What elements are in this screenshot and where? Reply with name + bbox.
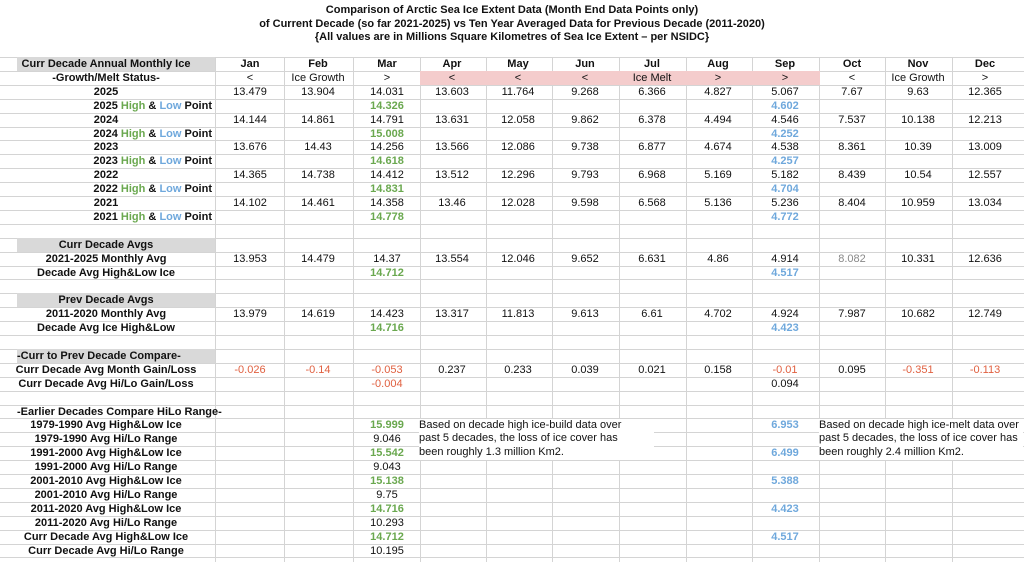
value-cell: 6.877	[638, 141, 666, 154]
prev-monthly-cell: 6.61	[641, 308, 663, 321]
high-word: High	[120, 155, 146, 168]
curr-monthly-cell: 8.082	[838, 252, 866, 265]
value-cell: 4.494	[704, 113, 732, 126]
value-cell: 11.764	[501, 85, 535, 98]
earlier-row-label: 1979-1990 Avg Hi/Lo Range	[34, 433, 178, 446]
value-cell: 12.296	[501, 169, 535, 182]
value-cell: 12.213	[968, 113, 1002, 126]
value-cell: 13.479	[233, 85, 267, 98]
high-low-point-label	[93, 127, 212, 141]
value-cell: 6.378	[638, 113, 666, 126]
note-line: Based on decade high ice-melt data over	[819, 418, 1019, 431]
gain-cell: 0.039	[571, 363, 599, 376]
low-word: Low	[159, 127, 182, 140]
earlier-row-label: Curr Decade Avg Hi/Lo Range	[28, 544, 184, 557]
month-header-feb: Feb	[308, 58, 328, 70]
high-word: High	[120, 210, 146, 223]
prev-low-cell: 4.423	[771, 322, 799, 335]
month-header-jul: Jul	[644, 58, 660, 70]
grid-row-line	[0, 557, 1024, 558]
gain-cell: 0.095	[838, 363, 866, 376]
year-prefix: 2024	[93, 127, 121, 140]
note-line: past 5 decades, the loss of ice cover has	[819, 432, 1018, 445]
year-label-2022: 2022	[93, 169, 119, 182]
prev-monthly-cell: 4.702	[704, 308, 732, 321]
value-cell: 14.102	[233, 197, 267, 209]
value-cell: 14.738	[301, 169, 335, 182]
high-point-cell: 14.326	[370, 99, 404, 112]
title-line-3: {All values are in Millions Square Kilometres of Sea Ice Extent – per NSIDC}	[314, 31, 710, 43]
amp-word: &	[145, 183, 160, 196]
earlier-mar-cell: 15.542	[370, 447, 404, 460]
prev-monthly-cell: 4.924	[771, 308, 799, 321]
earlier-row-label: 1979-1990 Avg High&Low Ice	[30, 419, 182, 432]
high-low-point-label	[93, 154, 212, 168]
high-low-point-label	[93, 182, 212, 196]
curr-avgs-header: Curr Decade Avgs	[58, 238, 154, 251]
month-header-may: May	[507, 58, 529, 70]
grid-column-line	[284, 57, 285, 562]
gain-label: Curr Decade Avg Month Gain/Loss	[15, 363, 197, 376]
earlier-sep-cell: 4.423	[771, 502, 799, 515]
grid-row-line	[0, 335, 1024, 336]
status-cell: <	[448, 71, 456, 84]
note-line: Based on decade high ice-build data over	[419, 418, 622, 431]
curr-hl-label: Decade Avg High&Low Ice	[37, 266, 175, 279]
earlier-row-label: 1991-2000 Avg Hi/Lo Range	[34, 461, 178, 474]
status-cell: <	[581, 71, 589, 84]
earlier-row-label: 2011-2020 Avg High&Low Ice	[30, 502, 182, 515]
curr-monthly-cell: 14.479	[301, 252, 335, 265]
low-word: Low	[159, 183, 182, 196]
value-cell: 13.904	[301, 85, 335, 98]
gain-cell: -0.026	[234, 363, 266, 376]
value-cell: 14.031	[370, 85, 404, 98]
value-cell: 13.009	[968, 141, 1002, 154]
value-cell: 14.256	[370, 141, 404, 154]
value-cell: 12.557	[968, 169, 1002, 182]
earlier-mar-cell: 9.75	[376, 488, 398, 501]
value-cell: 9.598	[571, 197, 599, 209]
value-cell: 12.365	[968, 85, 1002, 98]
prev-monthly-cell: 14.619	[301, 308, 335, 321]
earlier-row-label: 1991-2000 Avg High&Low Ice	[30, 447, 182, 460]
year-prefix: 2023	[93, 155, 121, 168]
earlier-mar-cell: 10.195	[370, 544, 404, 557]
grid-column-line	[353, 57, 354, 562]
year-label-2024: 2024	[93, 113, 119, 126]
low-point-cell: 4.772	[771, 210, 799, 223]
value-cell: 12.028	[501, 197, 535, 209]
value-cell: 12.086	[501, 141, 535, 154]
earlier-row-label: 2001-2010 Avg High&Low Ice	[30, 475, 182, 487]
value-cell: 13.603	[435, 85, 469, 98]
month-header-jan: Jan	[240, 58, 260, 70]
high-low-point-label	[93, 99, 212, 113]
month-header-aug: Aug	[707, 58, 729, 70]
status-cell: >	[781, 71, 789, 84]
note-line: been roughly 2.4 million Km2.	[819, 446, 964, 459]
status-cell: <	[848, 71, 856, 84]
high-point-cell: 15.008	[370, 127, 404, 140]
value-cell: 7.537	[838, 113, 866, 126]
value-cell: 9.862	[571, 113, 599, 126]
status-label: -Growth/Melt Status-	[52, 71, 160, 84]
note-left	[419, 419, 654, 460]
month-header-jun: Jun	[575, 58, 595, 70]
earlier-sep-cell: 6.953	[771, 419, 799, 432]
curr-monthly-cell: 12.046	[501, 252, 535, 265]
gain-cell: -0.351	[902, 363, 934, 376]
curr-monthly-cell: 4.86	[707, 252, 729, 265]
value-cell: 14.412	[370, 169, 404, 182]
year-prefix: 2025	[93, 99, 121, 112]
title-line-2: of Current Decade (so far 2021-2025) vs Ten Year Averaged Data for Previous Decade (2011-2020)	[259, 17, 765, 30]
value-cell: 5.182	[771, 169, 799, 182]
status-cell: >	[981, 71, 989, 84]
earlier-mar-cell: 15.138	[370, 475, 404, 487]
note-right	[819, 419, 1023, 460]
amp-word: &	[145, 127, 160, 140]
curr-monthly-cell: 13.953	[233, 252, 267, 265]
prev-monthly-cell: 14.423	[370, 308, 404, 321]
month-header-oct: Oct	[842, 58, 862, 70]
value-cell: 14.365	[233, 169, 267, 182]
curr-monthly-cell: 14.37	[373, 252, 401, 265]
prev-monthly-cell: 12.749	[968, 308, 1002, 321]
value-cell: 4.538	[771, 141, 799, 154]
gain-cell: -0.053	[371, 363, 403, 376]
curr-monthly-label: 2021-2025 Monthly Avg	[45, 252, 167, 265]
hilo-gain-label: Curr Decade Avg Hi/Lo Gain/Loss	[18, 377, 194, 390]
prev-monthly-cell: 10.682	[901, 308, 935, 321]
earlier-sep-cell: 5.388	[771, 475, 799, 487]
high-word: High	[120, 127, 146, 140]
high-point-cell: 14.618	[370, 155, 404, 168]
point-word: Point	[181, 127, 212, 140]
status-cell: Ice Melt	[632, 71, 672, 84]
amp-word: &	[145, 210, 160, 223]
low-point-cell: 4.252	[771, 127, 799, 140]
value-cell: 6.568	[638, 197, 666, 209]
prev-high-cell: 14.716	[370, 322, 404, 335]
value-cell: 10.138	[901, 113, 935, 126]
grid-row-line	[0, 224, 1024, 225]
prev-monthly-cell: 13.317	[435, 308, 469, 321]
curr-monthly-cell: 4.914	[771, 252, 799, 265]
value-cell: 9.63	[907, 85, 929, 98]
year-prefix: 2022	[93, 183, 121, 196]
gain-cell: 0.233	[504, 363, 532, 376]
grid-row-line	[0, 391, 1024, 392]
month-header-nov: Nov	[907, 58, 929, 70]
value-cell: 14.461	[301, 197, 335, 209]
point-word: Point	[181, 155, 212, 168]
year-label-2021: 2021	[93, 197, 119, 209]
month-header-mar: Mar	[377, 58, 397, 70]
earlier-mar-cell: 10.293	[370, 516, 404, 529]
prev-monthly-cell: 7.987	[838, 308, 866, 321]
earlier-sep-cell: 4.517	[771, 530, 799, 543]
curr-monthly-cell: 6.631	[638, 252, 666, 265]
value-cell: 14.144	[233, 113, 267, 126]
high-word: High	[120, 99, 146, 112]
status-cell: >	[714, 71, 722, 84]
value-cell: 13.566	[435, 141, 469, 154]
value-cell: 13.46	[438, 197, 466, 209]
low-word: Low	[159, 99, 182, 112]
compare-header: -Curr to Prev Decade Compare-	[17, 349, 181, 362]
high-word: High	[120, 183, 146, 196]
grid-column-line	[486, 57, 487, 562]
gain-cell: 0.158	[704, 363, 732, 376]
value-cell: 10.959	[901, 197, 935, 209]
earlier-mar-cell: 9.046	[373, 433, 401, 446]
earlier-row-label: 2001-2010 Avg Hi/Lo Range	[34, 488, 178, 501]
high-point-cell: 14.778	[370, 210, 404, 223]
month-header-sep: Sep	[774, 58, 796, 70]
gain-cell: 0.021	[638, 363, 666, 376]
value-cell: 9.793	[571, 169, 599, 182]
value-cell: 14.43	[304, 141, 332, 154]
grid-column-line	[752, 57, 753, 562]
value-cell: 5.169	[704, 169, 732, 182]
year-label-2025: 2025	[93, 85, 119, 98]
prev-monthly-cell: 11.813	[501, 308, 535, 321]
status-cell: <	[514, 71, 522, 84]
prev-monthly-cell: 13.979	[233, 308, 267, 321]
value-cell: 14.791	[370, 113, 404, 126]
grid-column-line	[885, 57, 886, 562]
value-cell: 9.738	[571, 141, 599, 154]
value-cell: 4.674	[704, 141, 732, 154]
grid-row-line	[0, 279, 1024, 280]
value-cell: 10.39	[904, 141, 932, 154]
curr-monthly-cell: 10.331	[901, 252, 935, 265]
grid-column-line	[952, 57, 953, 562]
curr-low-cell: 4.517	[771, 266, 799, 279]
grid-column-line	[552, 57, 553, 562]
value-cell: 6.968	[638, 169, 666, 182]
status-cell: Ice Growth	[291, 71, 345, 84]
earlier-mar-cell: 9.043	[373, 461, 401, 474]
year-label-2023: 2023	[93, 141, 119, 154]
low-point-cell: 4.704	[771, 183, 799, 196]
low-word: Low	[159, 155, 182, 168]
value-cell: 7.67	[841, 85, 863, 98]
value-cell: 4.827	[704, 85, 732, 98]
status-cell: >	[383, 71, 391, 84]
gain-cell: -0.113	[969, 363, 1001, 376]
value-cell: 8.404	[838, 197, 866, 209]
value-cell: 5.067	[771, 85, 799, 98]
value-cell: 4.546	[771, 113, 799, 126]
value-cell: 8.361	[838, 141, 866, 154]
value-cell: 5.136	[704, 197, 732, 209]
grid-column-line	[686, 57, 687, 562]
grid-column-line	[819, 57, 820, 562]
grid-column-line	[619, 57, 620, 562]
hilo-mar-cell: -0.004	[371, 377, 403, 390]
value-cell: 6.366	[638, 85, 666, 98]
status-cell: Ice Growth	[891, 71, 945, 84]
header-label: Curr Decade Annual Monthly Ice	[21, 58, 191, 70]
curr-high-cell: 14.712	[370, 266, 404, 279]
point-word: Point	[181, 99, 212, 112]
prev-hl-label: Decade Avg Ice High&Low	[37, 322, 175, 335]
note-line: past 5 decades, the loss of ice cover has	[419, 432, 618, 445]
amp-word: &	[145, 99, 160, 112]
month-header-apr: Apr	[442, 58, 462, 70]
prev-avgs-header: Prev Decade Avgs	[58, 294, 154, 307]
value-cell: 13.034	[968, 197, 1002, 209]
earlier-row-label: Curr Decade Avg High&Low Ice	[23, 530, 189, 543]
prev-monthly-cell: 9.613	[571, 308, 599, 321]
year-prefix: 2021	[93, 210, 121, 223]
amp-word: &	[145, 155, 160, 168]
note-line: been roughly 1.3 million Km2.	[419, 446, 564, 459]
value-cell: 13.512	[435, 169, 469, 182]
earlier-row-label: 2011-2020 Avg Hi/Lo Range	[34, 516, 178, 529]
value-cell: 14.358	[370, 197, 404, 209]
value-cell: 12.058	[501, 113, 535, 126]
month-header-dec: Dec	[974, 58, 996, 70]
earlier-sep-cell: 6.499	[771, 447, 799, 460]
value-cell: 10.54	[904, 169, 932, 182]
value-cell: 9.268	[571, 85, 599, 98]
curr-monthly-cell: 9.652	[571, 252, 599, 265]
grid-column-line	[420, 57, 421, 562]
value-cell: 13.676	[233, 141, 267, 154]
gain-cell: 0.237	[438, 363, 466, 376]
high-low-point-label	[93, 210, 212, 224]
earlier-mar-cell: 14.712	[370, 530, 404, 543]
curr-monthly-cell: 12.636	[968, 252, 1002, 265]
high-point-cell: 14.831	[370, 183, 404, 196]
grid-column-line	[215, 57, 216, 562]
title-block	[0, 4, 1024, 45]
low-point-cell: 4.257	[771, 155, 799, 168]
prev-monthly-label: 2011-2020 Monthly Avg	[45, 308, 167, 321]
value-cell: 14.861	[301, 113, 335, 126]
gain-cell: -0.01	[772, 363, 798, 376]
earlier-mar-cell: 14.716	[370, 502, 404, 515]
title-line-1: Comparison of Arctic Sea Ice Extent Data (Month End Data Points only)	[325, 4, 699, 16]
value-cell: 13.631	[435, 113, 469, 126]
value-cell: 8.439	[838, 169, 866, 182]
low-point-cell: 4.602	[771, 99, 799, 112]
point-word: Point	[181, 210, 212, 223]
hilo-sep-cell: 0.094	[771, 377, 799, 390]
low-word: Low	[159, 210, 182, 223]
point-word: Point	[181, 183, 212, 196]
earlier-header: -Earlier Decades Compare HiLo Range-	[17, 405, 222, 418]
status-cell: <	[246, 71, 254, 84]
gain-cell: -0.14	[305, 363, 331, 376]
value-cell: 5.236	[771, 197, 799, 209]
earlier-mar-cell: 15.999	[370, 419, 404, 432]
curr-monthly-cell: 13.554	[435, 252, 469, 265]
